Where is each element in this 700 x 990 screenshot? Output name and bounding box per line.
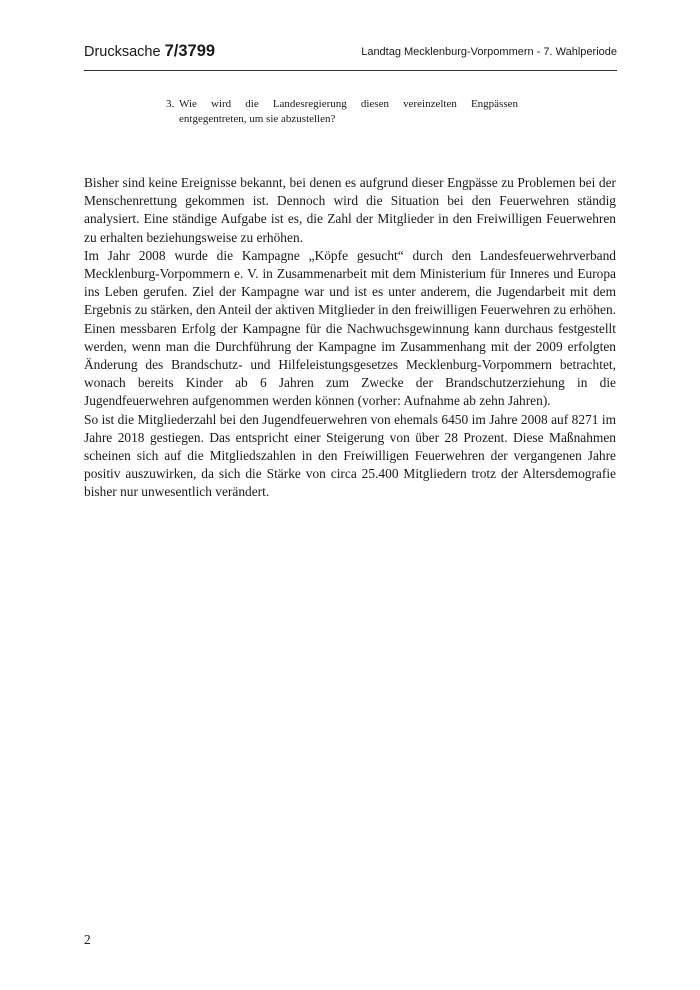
- answer-paragraph: So ist die Mitgliederzahl bei den Jugendfeuerwehren von ehemals 6450 im Jahre 2008 auf 8271 im Jahre 2018 gestiegen. Das entspricht einer Steigerung von über 28 Prozent. Diese Maßnahmen scheinen sich auf die Mitgliedszahlen in den Freiwilligen Feuerwehren der vergangenen Jahre positiv auszuwirken, da sich die Stärke von circa 25.400 Mitgliedern trotz der Altersdemografie bisher nur unwesentlich verändert.: [84, 411, 616, 500]
- answer-paragraph: Bisher sind keine Ereignisse bekannt, bei denen es aufgrund dieser Engpässe zu Problemen bei der Menschenrettung gekommen ist. Dennoch wird die Situation bei den Feuerwehren ständig analysiert. Eine ständige Aufgabe ist es, die Zahl der Mitglieder in den Freiwilligen Feuerwehren zu erhalten beziehungsweise zu erhöhen.: [84, 175, 616, 245]
- parliament-label: Landtag Mecklenburg-Vorpommern - 7. Wahlperiode: [361, 46, 617, 58]
- document-number-value: 7/3799: [164, 42, 216, 60]
- question: [166, 97, 518, 127]
- question-text: Wie wird die Landesregierung diesen vereinzelten Engpässen entgegentreten, um sie abzustellen?: [179, 98, 518, 125]
- document-number: [84, 42, 215, 61]
- header-divider: [84, 70, 617, 71]
- question-number: 3.: [166, 98, 175, 110]
- document-number-prefix: Drucksache: [84, 44, 165, 60]
- answer-body: [84, 174, 616, 502]
- answer-paragraph: Im Jahr 2008 wurde die Kampagne „Köpfe gesucht“ durch den Landesfeuerwehrverband Mecklenburg-Vorpommern e. V. in Zusammenarbeit mit dem Ministerium für Inneres und Europa ins Leben gerufen. Ziel der Kampagne war und ist es unter anderem, die Jugendarbeit mit dem Ergebnis zu stärken, den Anteil der aktiven Mitglieder in den freiwilligen Feuerwehren zu erhöhen. Einen messbaren Erfolg der Kampagne für die Nachwuchsgewinnung kann durchaus festgestellt werden, wenn man die Durchführung der Kampagne im Zusammenhang mit der 2009 erfolgten Änderung des Brandschutz- und Hilfeleistungsgesetzes Mecklenburg-Vorpommern betrachtet, wonach bereits Kinder ab 6 Jahren zum Zwecke der Brandschutzerziehung in die Jugendfeuerwehren aufgenommen werden können (vorher: Aufnahme ab zehn Jahren).: [84, 247, 616, 409]
- page-number: 2: [84, 932, 91, 947]
- page-header: [84, 40, 617, 68]
